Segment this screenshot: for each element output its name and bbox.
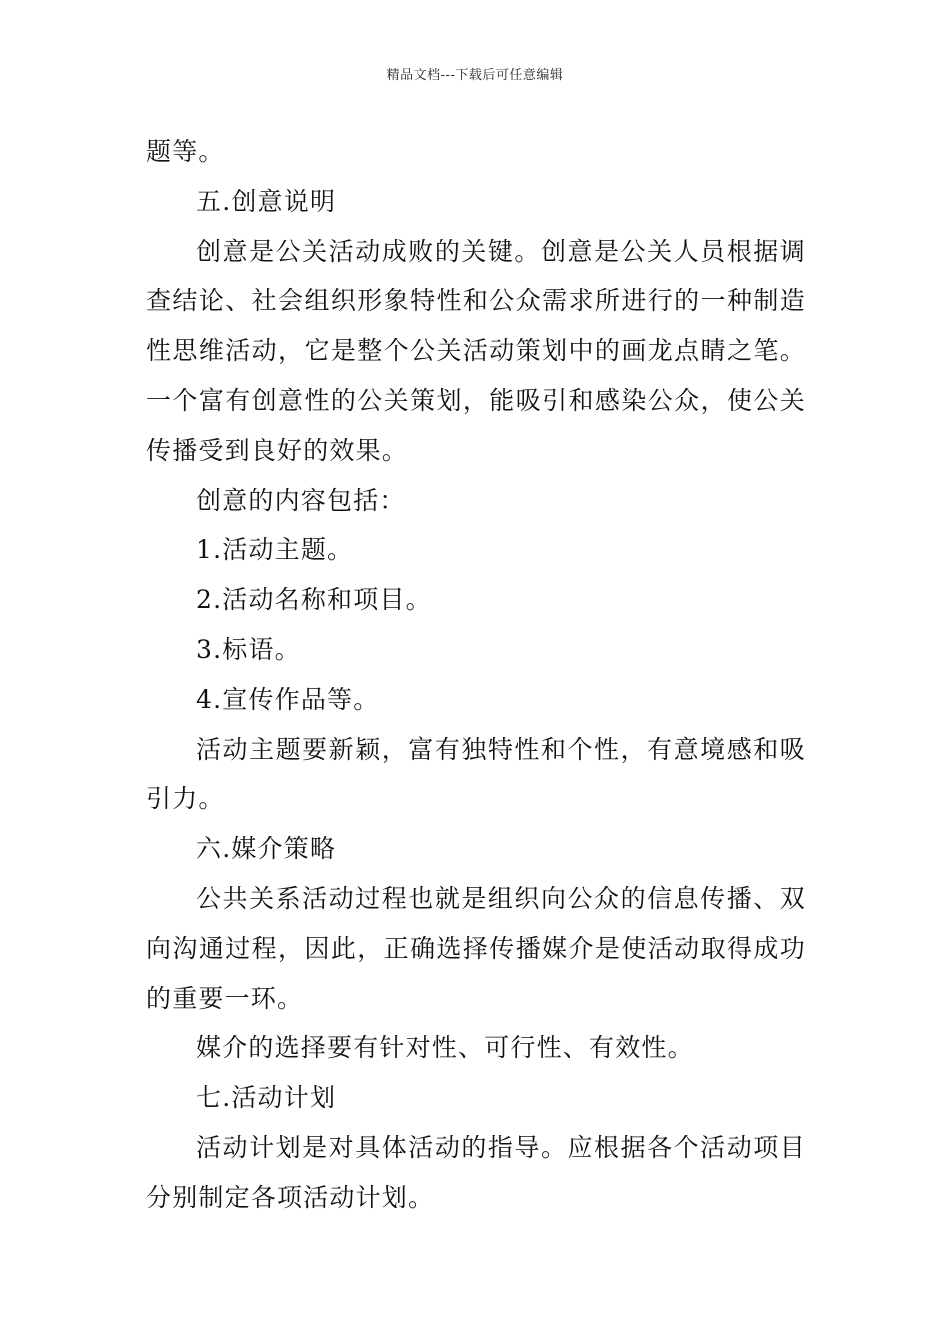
page-header: 精品文档---下载后可任意编辑 — [386, 68, 564, 83]
paragraph-theme: 活动主题要新颖，富有独特性和个性，有意境感和吸引力。 — [146, 734, 806, 814]
list-item: 2.活动名称和项目。 — [196, 585, 432, 615]
section-heading-plan: 七.活动计划 — [196, 1083, 337, 1113]
paragraph-media-intro: 公共关系活动过程也就是组织向公众的信息传播、双向沟通过程，因此，正确选择传播媒介是使活动取得成功的重要一环。 — [146, 883, 806, 1013]
list-item: 4.宣传作品等。 — [196, 684, 380, 714]
section-heading-media: 六.媒介策略 — [196, 834, 337, 864]
document-body — [146, 127, 806, 1223]
list-item: 3.标语。 — [196, 634, 301, 664]
paragraph-creative-intro: 创意是公关活动成败的关键。创意是公关人员根据调查结论、社会组织形象特性和公众需求所进行的一种制造性思维活动，它是整个公关活动策划中的画龙点睛之笔。一个富有创意性的公关策划，能吸引和感染公众，使公关传播受到良好的效果。 — [146, 236, 806, 465]
section-heading-creative: 五.创意说明 — [196, 186, 337, 216]
paragraph-creative-contents: 创意的内容包括： — [196, 485, 406, 515]
list-item: 1.活动主题。 — [196, 535, 354, 565]
paragraph-continuation: 题等。 — [146, 137, 225, 166]
paragraph-media-choice: 媒介的选择要有针对性、可行性、有效性。 — [196, 1033, 694, 1063]
paragraph-plan: 活动计划是对具体活动的指导。应根据各个活动项目分别制定各项活动计划。 — [146, 1132, 806, 1212]
